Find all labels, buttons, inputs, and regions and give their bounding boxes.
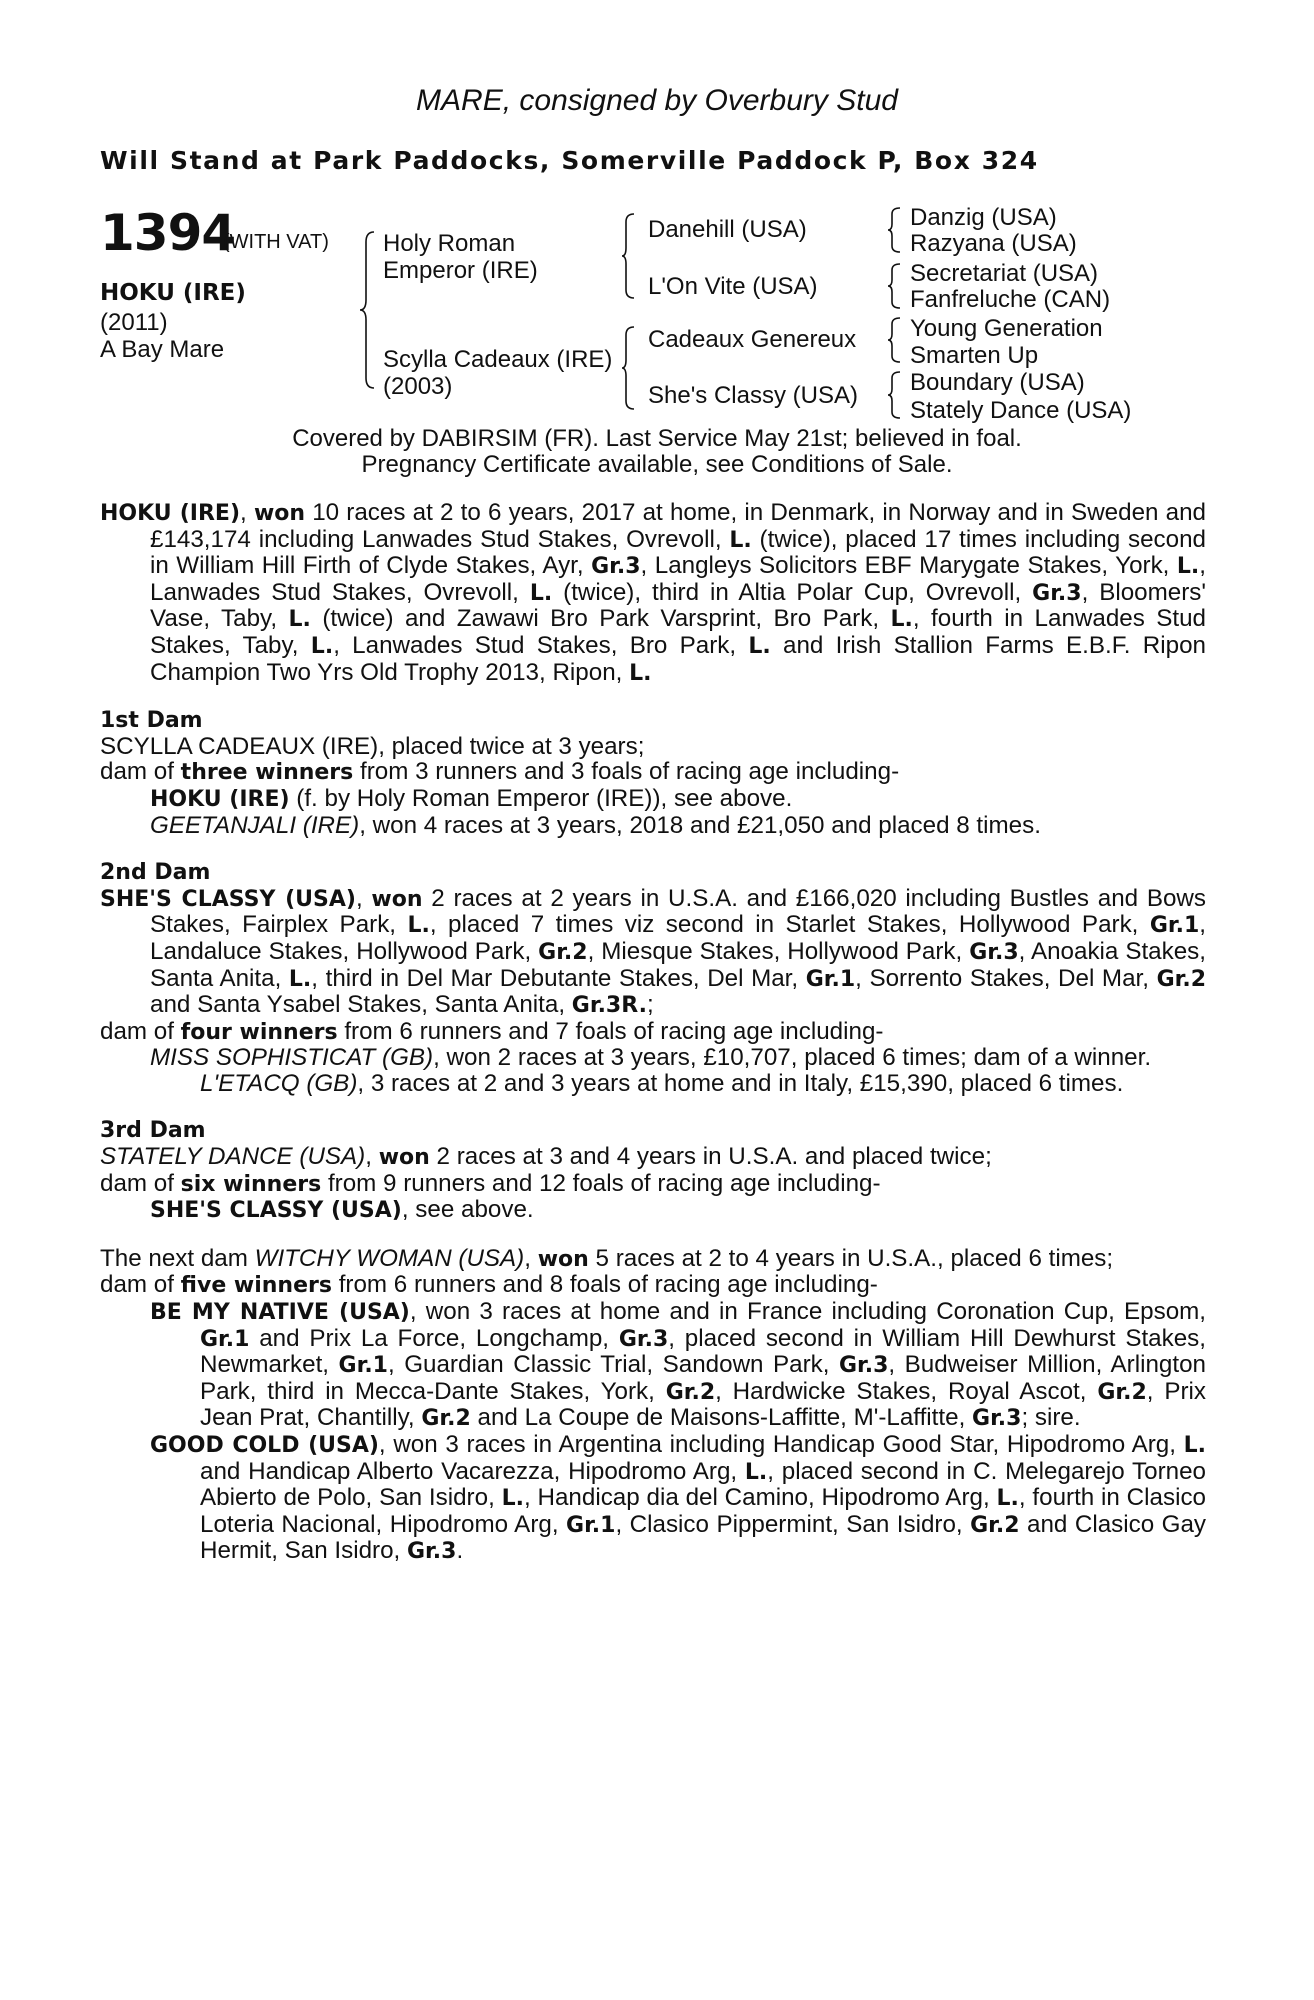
g3-7: Boundary (USA) [910, 369, 1085, 396]
sire-dam-bracket [360, 230, 380, 390]
dam-dam: She's Classy (USA) [648, 382, 858, 409]
sire-line1: Holy Roman [383, 230, 516, 257]
dam-sire: Cadeaux Genereux [648, 326, 857, 353]
race-record: HOKU (IRE), won 10 races at 2 to 6 years, 2017 at home, in Denmark, in Norway and in Sweden and £143,174 including Lanwades Stud Stakes, Ovrevoll, L. (twice), placed 17 times including second in William Hill Firth of Clyde Stakes, Ayr, Gr.3, Langleys Solicitors EBF Marygate Stakes, York, L., Lanwades Stud Stakes, Ovrevoll, L. (twice), third in Altia Polar Cup, Ovrevoll, Gr.3, Bloomers' Vase, Taby, L. (twice) and Zawawi Bro Park Varsprint, Bro Park, L., fourth in Lanwades Stud Stakes, Taby, L., Lanwades Stud Stakes, Bro Park, L. and Irish Stallion Farms E.B.F. Ripon Champion Two Yrs Old Trophy 2013, Ripon, L. [100, 499, 1207, 686]
g3-1: Danzig (USA) [910, 204, 1057, 231]
g3-bracket-4 [888, 370, 904, 420]
g3-2: Razyana (USA) [910, 230, 1077, 257]
horse-description: A Bay Mare [100, 336, 225, 363]
record-horse: HOKU (IRE) [100, 501, 241, 526]
third-dam-heading: 3rd Dam [100, 1118, 206, 1144]
lot-number: 1394 [100, 204, 236, 262]
consignment-line: MARE, consigned by Overbury Stud [416, 84, 898, 117]
produce-item: L'ETACQ (GB), 3 races at 2 and 3 years at home and in Italy, £15,390, placed 6 times. [200, 1069, 1124, 1097]
g3-5: Young Generation [910, 315, 1103, 342]
third-dam-section: 3rd Dam STATELY DANCE (USA), won 2 races at 3 and 4 years in U.S.A. and placed twice; dam of six winners from 9 runners and 12 foals of racing age including- SHE'S CLASSY (USA), see above. [100, 1118, 1206, 1223]
catalogue-body [100, 500, 1206, 1565]
vat-label: (WITH VAT) [223, 231, 329, 253]
horse-name: HOKU (IRE) [100, 280, 246, 306]
sire-dam: L'On Vite (USA) [648, 273, 818, 300]
g3-bracket-2 [888, 262, 904, 310]
first-dam-section: 1st Dam SCYLLA CADEAUX (IRE), placed twice at 3 years; dam of three winners from 3 runners and 3 foals of racing age including- HOKU (IRE) (f. by Holy Roman Emperor (IRE)), see above. GEETANJALI (IRE), won 4 races at 3 years, 2018 and £21,050 and placed 8 times. [100, 708, 1206, 838]
produce-item: GEETANJALI (IRE), won 4 races at 3 years, 2018 and £21,050 and placed 8 times. [150, 811, 1041, 839]
horse-year: (2011) [100, 309, 168, 336]
g3-bracket-1 [888, 206, 904, 254]
produce-item: SHE'S CLASSY (USA), see above. [150, 1196, 534, 1224]
sire-parents-bracket [622, 212, 638, 300]
first-dam-heading: 1st Dam [100, 708, 203, 734]
dam-line2: (2003) [383, 373, 453, 400]
g3-3: Secretariat (USA) [910, 260, 1099, 287]
second-dam-heading: 2nd Dam [100, 860, 211, 886]
stand-location: Will Stand at Park Paddocks, Somerville Paddock P, Box 324 [100, 146, 1039, 175]
sire-line2: Emperor (IRE) [383, 257, 538, 284]
produce-item: MISS SOPHISTICAT (GB), won 2 races at 3 years, £10,707, placed 6 times; dam of a winner. [150, 1044, 1152, 1072]
produce-item: GOOD COLD (USA), won 3 races in Argentina including Handicap Good Star, Hipodromo Arg, L. and Handicap Alberto Vacarezza, Hipodromo Arg, L., placed second in C. Melegarejo Torneo Abierto de Polo, San Isidro, L., Handicap dia del Camino, Hipodromo Arg, L., fourth in Clasico Loteria Nacional, Hipodromo Arg, Gr.1, Clasico Pippermint, San Isidro, Gr.2 and Clasico Gay Hermit, San Isidro, Gr.3. [150, 1431, 1206, 1565]
g3-4: Fanfreluche (CAN) [910, 286, 1111, 313]
produce-item: BE MY NATIVE (USA), won 3 races at home and in France including Coronation Cup, Epsom, Gr.1 and Prix La Force, Longchamp, Gr.3, placed second in William Hill Dewhurst Stakes, Newmarket, Gr.1, Guardian Classic Trial, Sandown Park, Gr.3, Budweiser Million, Arlington Park, third in Mecca-Dante Stakes, York, Gr.2, Hardwicke Stakes, Royal Ascot, Gr.2, Prix Jean Prat, Chantilly, Gr.2 and La Coupe de Maisons-Laffitte, M'-Laffitte, Gr.3; sire. [150, 1298, 1207, 1432]
fourth-dam-section: The next dam WITCHY WOMAN (USA), won 5 races at 2 to 4 years in U.S.A., placed 6 times; dam of five winners from 6 runners and 8 foals of racing age including- BE MY NATIVE (USA), won 3 races at home and in France including Coronation Cup, Epsom, Gr.1 and Prix La Force, Longchamp, Gr.3, placed second in William Hill Dewhurst Stakes, Newmarket, Gr.1, Guardian Classic Trial, Sandown Park, Gr.3, Budweiser Million, Arlington Park, third in Mecca-Dante Stakes, York, Gr.2, Hardwicke Stakes, Royal Ascot, Gr.2, Prix Jean Prat, Chantilly, Gr.2 and La Coupe de Maisons-Laffitte, M'-Laffitte, Gr.3; sire. GOOD COLD (USA), won 3 races in Argentina including Handicap Good Star, Hipodromo Arg, L. and Handicap Alberto Vacarezza, Hipodromo Arg, L., placed second in C. Melegarejo Torneo Abierto de Polo, San Isidro, L., Handicap dia del Camino, Hipodromo Arg, L., fourth in Clasico Loteria Nacional, Hipodromo Arg, Gr.1, Clasico Pippermint, San Isidro, Gr.2 and Clasico Gay Hermit, San Isidro, Gr.3. [100, 1244, 1207, 1565]
dam-parents-bracket [622, 325, 638, 411]
produce-item: HOKU (IRE) (f. by Holy Roman Emperor (IRE)), see above. [150, 784, 793, 812]
g3-8: Stately Dance (USA) [910, 397, 1132, 424]
second-dam-section: 2nd Dam SHE'S CLASSY (USA), won 2 races at 2 years in U.S.A. and £166,020 including Bustles and Bows Stakes, Fairplex Park, L., placed 7 times viz second in Starlet Stakes, Hollywood Park, Gr.1, Landaluce Stakes, Hollywood Park, Gr.2, Miesque Stakes, Hollywood Park, Gr.3, Anoakia Stakes, Santa Anita, L., third in Del Mar Debutante Stakes, Del Mar, Gr.1, Sorrento Stakes, Del Mar, Gr.2 and Santa Ysabel Stakes, Santa Anita, Gr.3R.; dam of four winners from 6 runners and 7 foals of racing age including- MISS SOPHISTICAT (GB), won 2 races at 3 years, £10,707, placed 6 times; dam of a winner. L'ETACQ (GB), 3 races at 2 and 3 years at home and in Italy, £15,390, placed 6 times. [100, 860, 1206, 1097]
dam-line1: Scylla Cadeaux (IRE) [383, 346, 613, 373]
covered-line: Covered by DABIRSIM (FR). Last Service May 21st; believed in foal. [292, 425, 1022, 452]
g3-bracket-3 [888, 316, 904, 364]
pregnancy-line: Pregnancy Certificate available, see Conditions of Sale. [361, 451, 953, 478]
g3-6: Smarten Up [910, 342, 1039, 369]
sire-sire: Danehill (USA) [648, 216, 807, 243]
